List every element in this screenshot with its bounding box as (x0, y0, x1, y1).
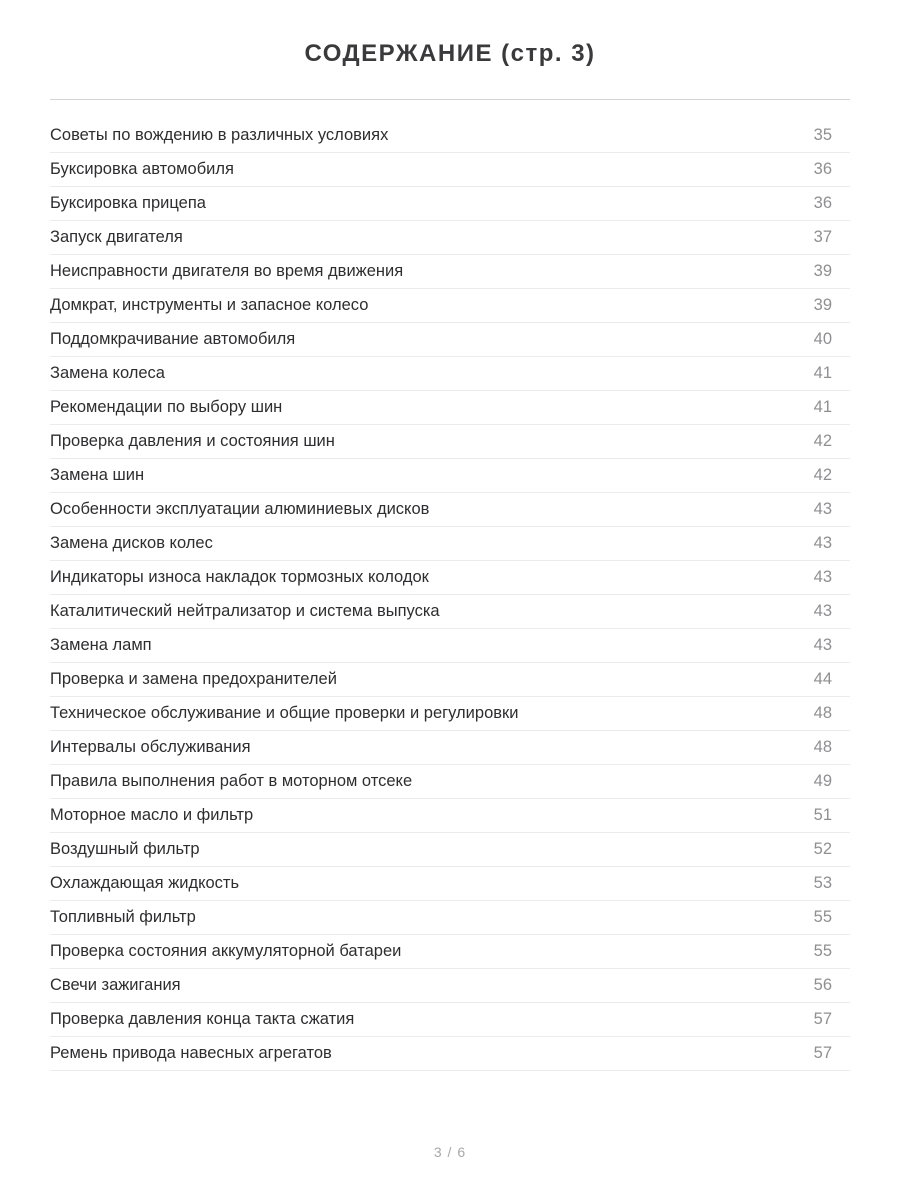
toc-item-page-number: 51 (813, 806, 832, 824)
toc-item-label: Интервалы обслуживания (50, 738, 251, 756)
toc-item-page-number: 41 (813, 398, 832, 416)
toc-item-label: Правила выполнения работ в моторном отсеке (50, 772, 413, 790)
toc-item-page-number: 57 (813, 1044, 832, 1062)
toc-item-label: Проверка давления конца такта сжатия (50, 1010, 355, 1028)
toc-item-page-number: 43 (813, 568, 832, 586)
toc-item-label: Замена дисков колес (50, 534, 213, 552)
toc-item-label: Моторное масло и фильтр (50, 806, 254, 824)
toc-row[interactable] (50, 221, 850, 255)
toc-row[interactable] (50, 935, 850, 969)
page-title: СОДЕРЖАНИЕ (стр. 3) (304, 40, 596, 67)
toc-row[interactable] (50, 119, 850, 153)
toc-item-page-number: 57 (813, 1010, 832, 1028)
toc-item-page-number: 48 (813, 704, 832, 722)
toc-item-label: Каталитический нейтрализатор и система выпуска (50, 602, 440, 620)
toc-item-page-number: 43 (813, 602, 832, 620)
toc-item-label: Проверка давления и состояния шин (50, 432, 335, 450)
toc-item-page-number: 39 (813, 262, 832, 280)
toc-item-page-number: 48 (813, 738, 832, 756)
toc-item-label: Замена ламп (50, 636, 152, 654)
toc-item-label: Проверка состояния аккумуляторной батареи (50, 942, 402, 960)
toc-row[interactable] (50, 969, 850, 1003)
toc-item-page-number: 52 (813, 840, 832, 858)
toc-list (50, 119, 850, 1071)
toc-item-page-number: 55 (813, 908, 832, 926)
toc-item-label: Поддомкрачивание автомобиля (50, 330, 296, 348)
toc-item-label: Замена колеса (50, 364, 165, 382)
toc-item-label: Рекомендации по выбору шин (50, 398, 283, 416)
toc-item-page-number: 44 (813, 670, 832, 688)
toc-item-label: Неисправности двигателя во время движения (50, 262, 404, 280)
toc-item-page-number: 53 (813, 874, 832, 892)
toc-item-label: Буксировка прицепа (50, 194, 206, 212)
toc-row[interactable] (50, 459, 850, 493)
toc-row[interactable] (50, 731, 850, 765)
header-divider (50, 99, 850, 100)
toc-item-label: Воздушный фильтр (50, 840, 200, 858)
toc-row[interactable] (50, 187, 850, 221)
toc-row[interactable] (50, 323, 850, 357)
toc-item-page-number: 56 (813, 976, 832, 994)
toc-item-label: Топливный фильтр (50, 908, 196, 926)
toc-item-page-number: 55 (813, 942, 832, 960)
toc-row[interactable] (50, 391, 850, 425)
toc-row[interactable] (50, 697, 850, 731)
toc-item-page-number: 42 (813, 466, 832, 484)
toc-row[interactable] (50, 1003, 850, 1037)
toc-item-page-number: 37 (813, 228, 832, 246)
toc-item-label: Домкрат, инструменты и запасное колесо (50, 296, 369, 314)
toc-item-label: Замена шин (50, 466, 145, 484)
toc-item-page-number: 43 (813, 500, 832, 518)
toc-row[interactable] (50, 527, 850, 561)
toc-row[interactable] (50, 255, 850, 289)
toc-row[interactable] (50, 765, 850, 799)
toc-row[interactable] (50, 901, 850, 935)
toc-row[interactable] (50, 493, 850, 527)
toc-row[interactable] (50, 289, 850, 323)
toc-item-label: Свечи зажигания (50, 976, 181, 994)
toc-item-page-number: 43 (813, 636, 832, 654)
toc-item-label: Ремень привода навесных агрегатов (50, 1044, 332, 1062)
toc-row[interactable] (50, 663, 850, 697)
toc-item-label: Охлаждающая жидкость (50, 874, 240, 892)
toc-item-page-number: 43 (813, 534, 832, 552)
toc-row[interactable] (50, 1037, 850, 1071)
toc-item-page-number: 49 (813, 772, 832, 790)
toc-item-page-number: 35 (813, 126, 832, 144)
toc-item-page-number: 40 (813, 330, 832, 348)
toc-item-page-number: 39 (813, 296, 832, 314)
toc-item-label: Советы по вождению в различных условиях (50, 126, 389, 144)
toc-item-label: Особенности эксплуатации алюминиевых дисков (50, 500, 430, 518)
toc-row[interactable] (50, 357, 850, 391)
toc-item-page-number: 36 (813, 160, 832, 178)
toc-item-label: Буксировка автомобиля (50, 160, 234, 178)
toc-row[interactable] (50, 799, 850, 833)
page-indicator: 3 / 6 (433, 1144, 467, 1160)
toc-row[interactable] (50, 629, 850, 663)
toc-row[interactable] (50, 867, 850, 901)
toc-item-label: Запуск двигателя (50, 228, 183, 246)
toc-item-label: Проверка и замена предохранителей (50, 670, 337, 688)
toc-row[interactable] (50, 425, 850, 459)
toc-item-label: Техническое обслуживание и общие проверки и регулировки (50, 704, 519, 722)
toc-item-page-number: 42 (813, 432, 832, 450)
toc-row[interactable] (50, 833, 850, 867)
toc-item-page-number: 41 (813, 364, 832, 382)
toc-row[interactable] (50, 561, 850, 595)
toc-row[interactable] (50, 153, 850, 187)
toc-item-label: Индикаторы износа накладок тормозных колодок (50, 568, 429, 586)
toc-row[interactable] (50, 595, 850, 629)
toc-item-page-number: 36 (813, 194, 832, 212)
